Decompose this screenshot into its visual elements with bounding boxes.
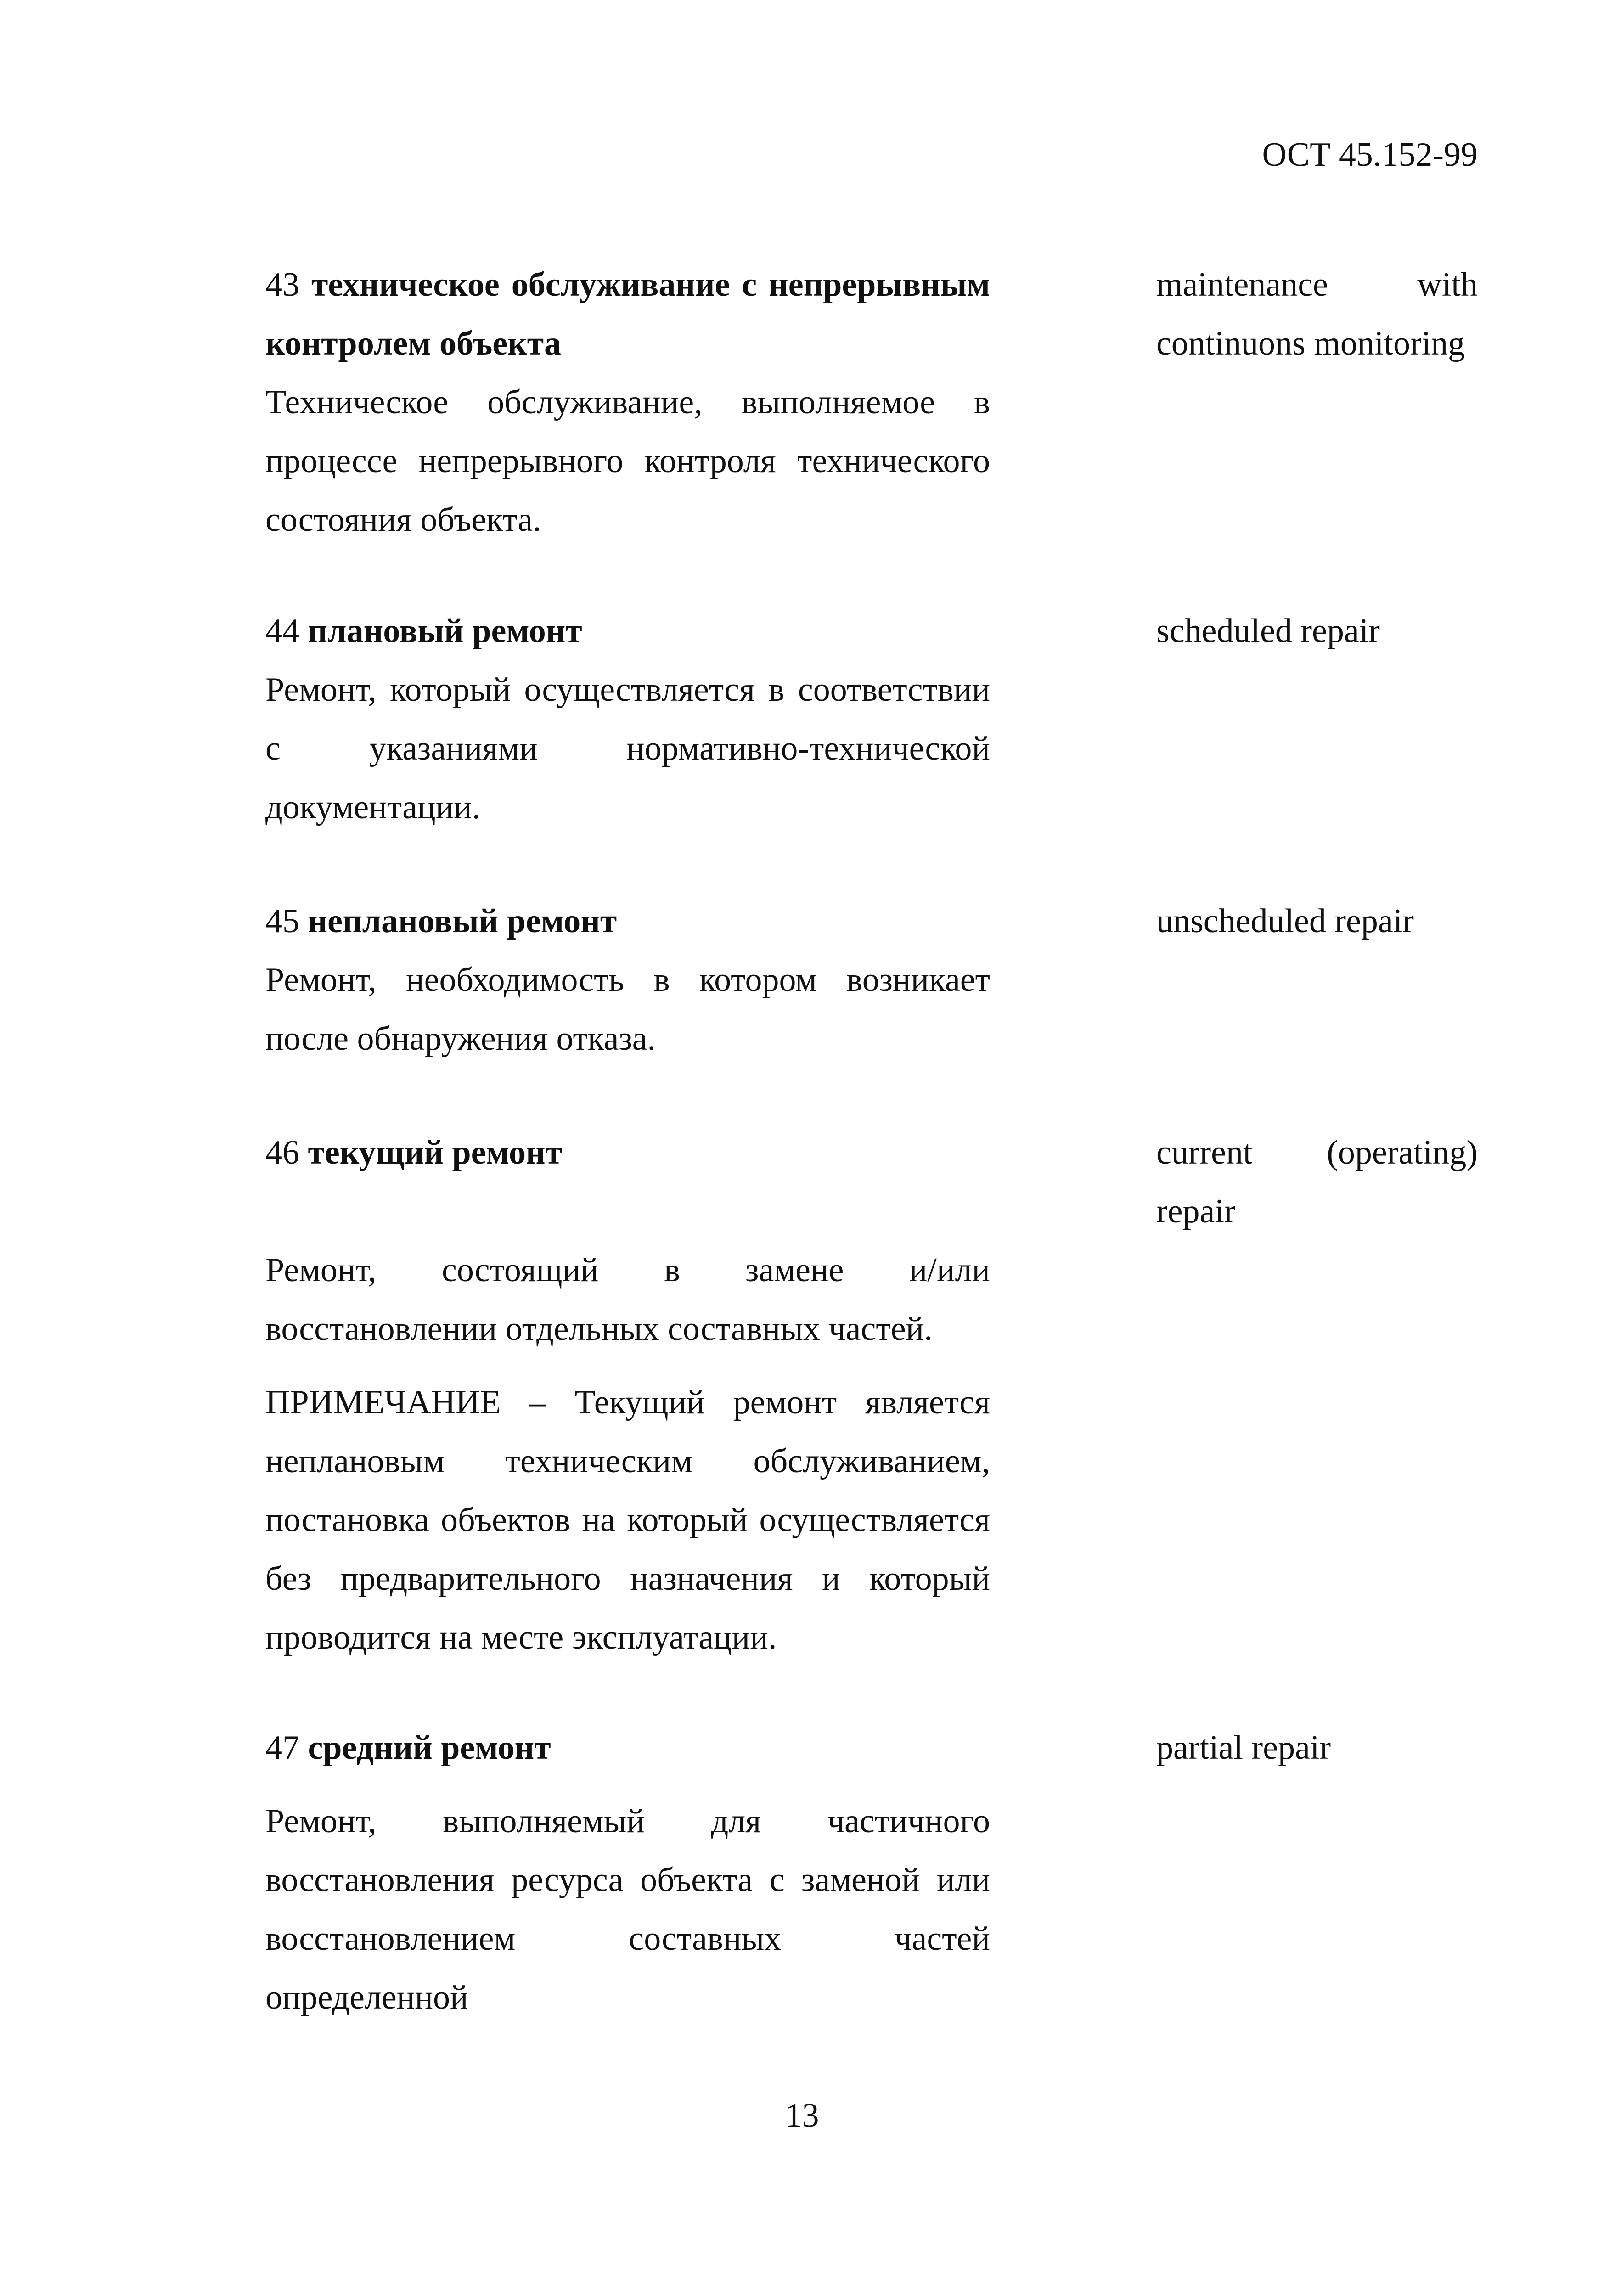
term-47-definition: Ремонт, выполняемый для частичного восстановления ресурса объекта с заменой или восстановлением составных частей определенной [265, 1802, 990, 2016]
term-45-number: 45 [265, 902, 299, 940]
term-43-number: 43 [265, 266, 299, 304]
term-46-russian [265, 1123, 990, 1667]
term-45-russian [265, 892, 990, 1068]
term-47-english: partial repair [1156, 1729, 1331, 1767]
term-46-heading [265, 1123, 990, 1182]
term-46-english-col [1156, 1123, 1478, 1241]
term-46-number: 46 [265, 1134, 299, 1171]
term-45-heading [265, 892, 990, 951]
term-43-heading [265, 255, 990, 373]
term-43-title: техническое обслуживание с непрерывным контролем объекта [265, 266, 990, 362]
term-45-english: unscheduled repair [1156, 902, 1414, 940]
document-code: ОСТ 45.152-99 [1262, 136, 1478, 174]
term-46-title: текущий ремонт [308, 1134, 562, 1171]
term-44-number: 44 [265, 612, 299, 650]
term-45-definition: Ремонт, необходимость в котором возникает после обнаружения отказа. [265, 961, 990, 1058]
term-46-note: ПРИМЕЧАНИЕ – Текущий ремонт является неплановым техническим обслуживанием, постановка объектов на который осуществляется без предварительного назначения и который проводится на месте эксплуатации. [265, 1384, 990, 1656]
term-47-title: средний ремонт [308, 1729, 551, 1767]
term-44-english: scheduled repair [1156, 612, 1380, 650]
term-44-heading [265, 602, 990, 660]
term-47-russian [265, 1718, 990, 2027]
term-44-title: плановый ремонт [308, 612, 582, 650]
term-47-number: 47 [265, 1729, 299, 1767]
term-46-english: current (operating) repair [1156, 1134, 1478, 1230]
term-44-russian [265, 602, 990, 837]
term-43-russian [265, 255, 990, 549]
term-45-title: неплановый ремонт [308, 902, 617, 940]
term-46-definition: Ремонт, состоящий в замене и/или восстановлении отдельных составных частей. [265, 1251, 990, 1348]
page-number: 13 [785, 2097, 819, 2134]
term-43-english: maintenance with continuons monitoring [1156, 266, 1478, 362]
term-43-definition: Техническое обслуживание, выполняемое в процессе непрерывного контроля технического состояния объекта. [265, 383, 990, 539]
term-44-definition: Ремонт, который осуществляется в соответствии с указаниями нормативно-технической документации. [265, 671, 990, 826]
term-47-english-col [1156, 1718, 1478, 1777]
term-47-heading [265, 1718, 990, 1777]
term-43-english-col [1156, 255, 1478, 373]
term-44-english-col [1156, 602, 1478, 660]
term-45-english-col [1156, 892, 1478, 951]
